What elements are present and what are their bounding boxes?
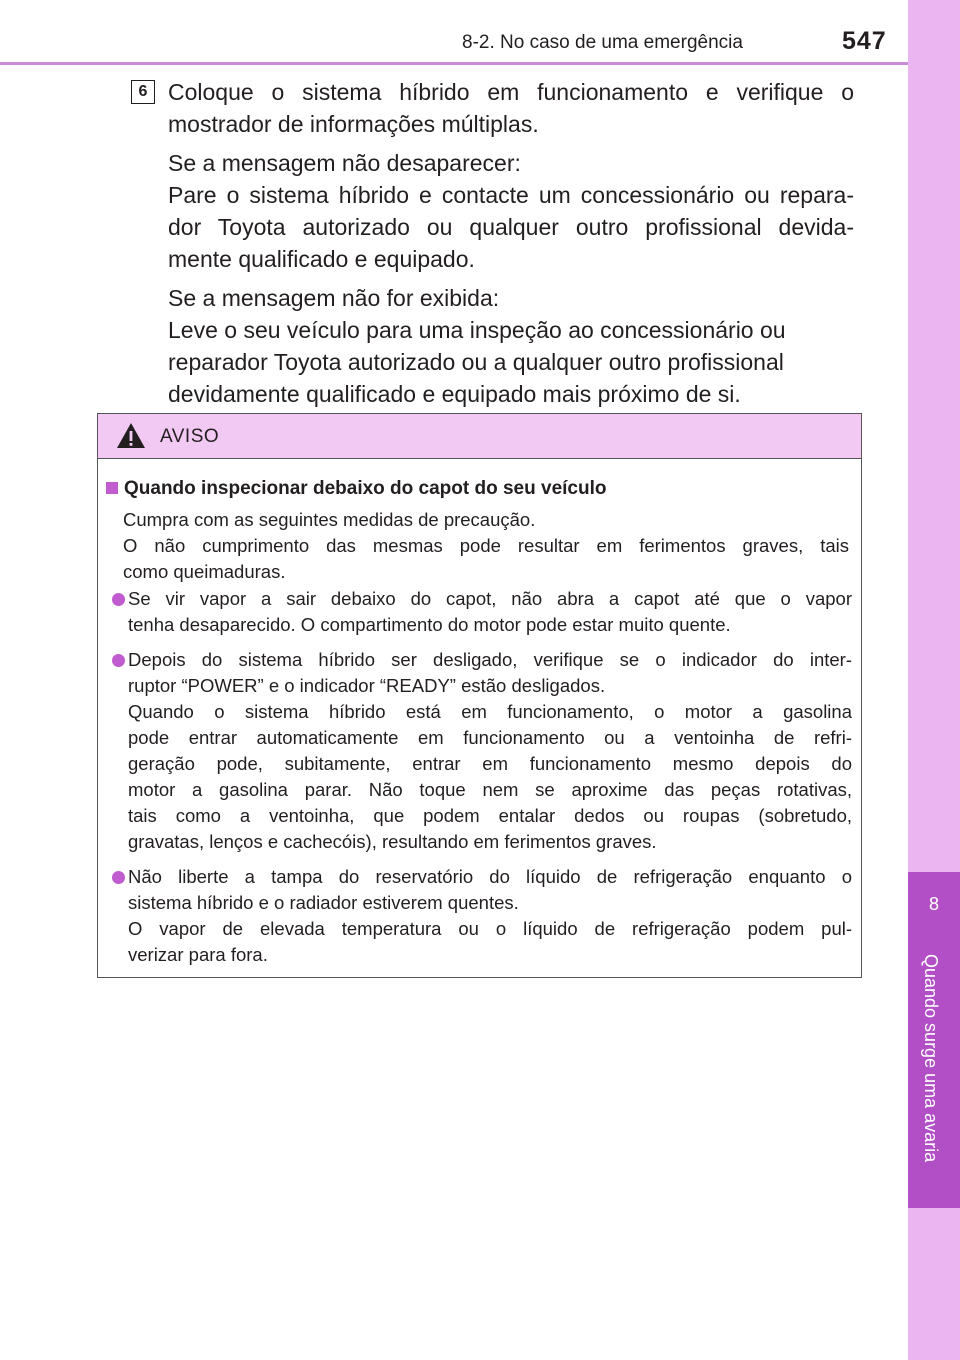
round-bullet-icon — [112, 654, 125, 667]
bullet-line: sistema híbrido e o radiador estiverem quentes. — [128, 892, 519, 913]
warning-triangle-icon — [116, 422, 146, 454]
bullet-text — [128, 864, 852, 968]
page-header — [0, 0, 960, 70]
intro-line: como queimaduras. — [123, 561, 286, 582]
warning-box — [97, 413, 862, 978]
step-line: reparador Toyota autorizado ou a qualquer outro profissional — [168, 349, 784, 375]
bullet-line: pode entrar automaticamente em funcionamento ou a ventoinha de refri- — [128, 727, 852, 748]
step-line: Leve o seu veículo para uma inspeção ao concessionário ou — [168, 317, 786, 343]
step-line: dor Toyota autorizado ou qualquer outro profissional devida- — [168, 214, 854, 240]
step-line: mente qualificado e equipado. — [168, 246, 475, 272]
bullet-line: geração pode, subitamente, entrar em funcionamento mesmo depois do — [128, 753, 852, 774]
bullet-line: Não liberte a tampa do reservatório do líquido de refrigeração enquanto o — [128, 866, 852, 887]
bullet-line: ruptor “POWER” e o indicador “READY” estão desligados. — [128, 675, 606, 696]
bullet-line: Quando o sistema híbrido está em funcionamento, o motor a gasolina — [128, 701, 852, 722]
warning-heading — [106, 478, 606, 500]
bullet-text — [128, 586, 852, 638]
chapter-tab — [908, 872, 960, 1208]
bullet-line: Depois do sistema híbrido ser desligado, verifique se o indicador do inter- — [128, 649, 852, 670]
warning-label: AVISO — [160, 426, 220, 447]
bullet-line: motor a gasolina parar. Não toque nem se aproxime das peças rotativas, — [128, 779, 852, 800]
bullet-text — [128, 647, 852, 855]
bullet-line: gravatas, lenços e cachecóis), resultando em ferimentos graves. — [128, 831, 657, 852]
bullet-line: Se vir vapor a sair debaixo do capot, não abra a capot até que o vapor — [128, 588, 852, 609]
intro-line: O não cumprimento das mesmas pode resultar em ferimentos graves, tais — [123, 535, 849, 556]
page-number: 547 — [842, 27, 887, 55]
bullet-item — [112, 586, 852, 638]
chapter-label: Quando surge uma avaria — [921, 954, 941, 1163]
header-divider — [0, 62, 908, 65]
warning-bullet-list — [112, 586, 852, 977]
warning-intro — [123, 507, 849, 585]
step-number-badge: 6 — [131, 80, 155, 104]
step-line: mostrador de informações múltiplas. — [168, 111, 539, 137]
warning-heading-text: Quando inspecionar debaixo do capot do seu veículo — [124, 478, 607, 499]
bullet-line: verizar para fora. — [128, 944, 268, 965]
bullet-item — [112, 864, 852, 968]
step-line: Se a mensagem não desaparecer: — [168, 150, 521, 176]
step-line: Coloque o sistema híbrido em funcionamento e verifique o — [168, 79, 854, 105]
round-bullet-icon — [112, 593, 125, 606]
section-title: 8-2. No caso de uma emergência — [462, 32, 743, 53]
step-instructions — [168, 76, 854, 417]
bullet-line: tais como a ventoinha, que podem entalar dedos ou roupas (sobretudo, — [128, 805, 852, 826]
step-line: Pare o sistema híbrido e contacte um concessionário ou repara- — [168, 182, 854, 208]
bullet-line: O vapor de elevada temperatura ou o líquido de refrigeração podem pul- — [128, 918, 852, 939]
step-paragraph-3 — [168, 282, 854, 410]
chapter-number: 8 — [928, 894, 939, 914]
square-bullet-icon — [106, 482, 118, 494]
round-bullet-icon — [112, 871, 125, 884]
step-line: devidamente qualificado e equipado mais próximo de si. — [168, 381, 741, 407]
step-line: Se a mensagem não for exibida: — [168, 285, 500, 311]
intro-line: Cumpra com as seguintes medidas de precaução. — [123, 509, 536, 530]
step-paragraph-1 — [168, 76, 854, 140]
bullet-item — [112, 647, 852, 855]
step-paragraph-2 — [168, 147, 854, 275]
bullet-line: tenha desaparecido. O compartimento do motor pode estar muito quente. — [128, 614, 731, 635]
warning-header — [98, 414, 861, 459]
